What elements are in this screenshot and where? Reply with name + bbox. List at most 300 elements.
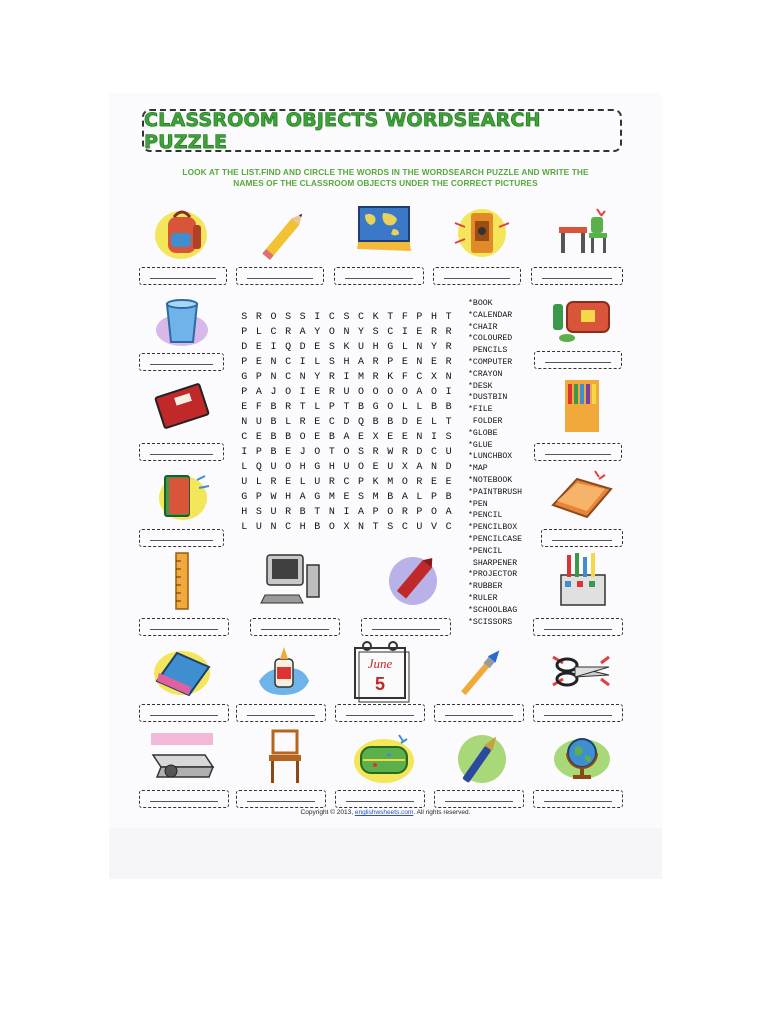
grid-letter[interactable]: E (314, 417, 321, 428)
grid-letter[interactable]: H (343, 357, 350, 368)
grid-letter[interactable]: S (372, 327, 379, 338)
grid-letter[interactable]: L (255, 477, 262, 488)
grid-letter[interactable]: N (328, 507, 335, 518)
grid-letter[interactable]: R (299, 417, 306, 428)
grid-letter[interactable]: E (372, 462, 379, 473)
grid-letter[interactable]: R (285, 327, 292, 338)
grid-letter[interactable]: R (401, 507, 408, 518)
grid-letter[interactable]: U (241, 477, 248, 488)
grid-letter[interactable]: B (270, 432, 277, 443)
grid-letter[interactable]: P (358, 477, 365, 488)
grid-letter[interactable]: S (285, 312, 292, 323)
grid-letter[interactable]: M (372, 492, 379, 503)
grid-letter[interactable]: A (358, 507, 365, 518)
grid-letter[interactable]: E (255, 357, 262, 368)
grid-letter[interactable]: Q (358, 417, 365, 428)
answer-box-pencil[interactable] (236, 267, 324, 285)
grid-letter[interactable]: G (387, 342, 394, 353)
grid-letter[interactable]: I (241, 447, 248, 458)
answer-box-crayon[interactable] (361, 618, 451, 636)
grid-row (237, 520, 456, 535)
grid-letter[interactable]: O (387, 507, 394, 518)
grid-letter[interactable]: T (445, 417, 452, 428)
grid-letter[interactable]: L (241, 462, 248, 473)
grid-letter[interactable]: R (328, 387, 335, 398)
grid-letter[interactable]: L (416, 402, 423, 413)
desk-chair-icon (547, 203, 617, 263)
instructions-line-2: NAMES OF THE CLASSROOM OBJECTS UNDER THE CORRECT PICTURES (233, 178, 538, 188)
grid-letter[interactable]: U (343, 462, 350, 473)
answer-box-scissors[interactable] (533, 704, 623, 722)
word-list-item: *COMPUTER (468, 357, 513, 367)
grid-letter[interactable]: U (445, 447, 452, 458)
grid-letter[interactable]: E (431, 477, 438, 488)
grid-letter[interactable]: P (431, 492, 438, 503)
pencil-sharpener-icon (447, 203, 517, 263)
grid-letter[interactable]: H (285, 492, 292, 503)
grid-row (237, 355, 456, 370)
grid-letter[interactable]: S (299, 312, 306, 323)
word-list-item: FOLDER (468, 416, 503, 426)
projector-icon (147, 727, 217, 787)
grid-letter[interactable]: R (328, 372, 335, 383)
grid-letter[interactable]: E (431, 357, 438, 368)
grid-letter[interactable]: P (387, 357, 394, 368)
grid-letter[interactable]: R (270, 477, 277, 488)
grid-letter[interactable]: Y (358, 327, 365, 338)
answer-box-notebook[interactable] (139, 443, 224, 461)
answer-box-pen[interactable] (434, 790, 524, 808)
grid-letter[interactable]: R (285, 402, 292, 413)
grid-letter[interactable]: E (343, 492, 350, 503)
grid-letter[interactable]: Y (431, 342, 438, 353)
pencil-case-icon (349, 727, 419, 787)
grid-letter[interactable]: O (431, 387, 438, 398)
grid-letter[interactable]: U (343, 387, 350, 398)
grid-letter[interactable]: S (255, 507, 262, 518)
word-list-item: *RUBBER (468, 582, 503, 592)
grid-letter[interactable]: Q (285, 342, 292, 353)
grid-letter[interactable]: A (445, 507, 452, 518)
grid-letter[interactable]: N (241, 417, 248, 428)
grid-letter[interactable]: B (299, 507, 306, 518)
word-list-item: *PENCIL (468, 511, 503, 521)
grid-letter[interactable]: B (445, 402, 452, 413)
answer-box-pencil-case[interactable] (335, 790, 425, 808)
grid-letter[interactable]: C (328, 417, 335, 428)
grid-letter[interactable]: C (328, 312, 335, 323)
grid-letter[interactable]: O (343, 447, 350, 458)
dustbin-icon (147, 290, 217, 350)
grid-letter[interactable]: N (416, 357, 423, 368)
grid-letter[interactable]: W (387, 447, 394, 458)
grid-letter[interactable]: U (314, 477, 321, 488)
answer-box-ruler[interactable] (139, 618, 229, 636)
grid-letter[interactable]: N (358, 522, 365, 533)
grid-letter[interactable]: N (299, 372, 306, 383)
book-icon (147, 466, 217, 526)
grid-letter[interactable]: F (401, 372, 408, 383)
grid-letter[interactable]: O (358, 387, 365, 398)
grid-letter[interactable]: D (241, 342, 248, 353)
grid-row (237, 460, 456, 475)
grid-letter[interactable]: O (328, 522, 335, 533)
grid-letter[interactable]: B (270, 447, 277, 458)
grid-letter[interactable]: J (299, 447, 306, 458)
grid-letter[interactable]: O (387, 387, 394, 398)
grid-row (237, 490, 456, 505)
grid-letter[interactable]: C (431, 447, 438, 458)
grid-letter[interactable]: R (445, 357, 452, 368)
word-list-item: *PENCILCASE (468, 534, 523, 544)
answer-box-globe[interactable] (533, 790, 623, 808)
grid-letter[interactable]: L (241, 522, 248, 533)
grid-letter[interactable]: S (387, 522, 394, 533)
pencil-box-icon (547, 551, 617, 611)
grid-letter[interactable]: T (387, 312, 394, 323)
grid-letter[interactable]: N (270, 357, 277, 368)
grid-letter[interactable]: X (431, 372, 438, 383)
grid-letter[interactable]: E (314, 432, 321, 443)
grid-letter[interactable]: K (343, 342, 350, 353)
grid-letter[interactable]: G (241, 372, 248, 383)
grid-letter[interactable]: C (270, 327, 277, 338)
grid-letter[interactable]: R (372, 357, 379, 368)
grid-letter[interactable]: P (241, 357, 248, 368)
grid-letter[interactable]: I (299, 357, 306, 368)
grid-letter[interactable]: A (416, 387, 423, 398)
grid-letter[interactable]: P (372, 507, 379, 518)
grid-letter[interactable]: B (270, 402, 277, 413)
answer-box-coloured-pencils[interactable] (534, 443, 622, 461)
copyright-link[interactable]: englishwsheets.com (354, 809, 414, 816)
grid-letter[interactable]: D (401, 417, 408, 428)
grid-letter[interactable]: M (358, 372, 365, 383)
grid-letter[interactable]: R (445, 342, 452, 353)
grid-letter[interactable]: T (299, 402, 306, 413)
grid-letter[interactable]: G (314, 492, 321, 503)
grid-letter[interactable]: U (255, 417, 262, 428)
grid-letter[interactable]: H (299, 522, 306, 533)
grid-letter[interactable]: P (328, 402, 335, 413)
grid-letter[interactable]: E (401, 357, 408, 368)
grid-letter[interactable]: E (416, 327, 423, 338)
grid-letter[interactable]: C (285, 522, 292, 533)
grid-letter[interactable]: C (416, 372, 423, 383)
grid-row (237, 445, 456, 460)
answer-box-dustbin[interactable] (139, 353, 224, 371)
word-list-item: *SCISSORS (468, 617, 513, 627)
grid-letter[interactable]: O (358, 462, 365, 473)
grid-letter[interactable]: T (314, 507, 321, 518)
grid-letter[interactable]: E (255, 342, 262, 353)
grid-letter[interactable]: C (241, 432, 248, 443)
grid-letter[interactable]: R (416, 477, 423, 488)
grid-letter[interactable]: B (372, 417, 379, 428)
grid-letter[interactable]: L (416, 492, 423, 503)
grid-letter[interactable]: K (372, 477, 379, 488)
worksheet-title: CLASSROOM OBJECTS WORDSEARCH PUZZLE (144, 108, 541, 153)
grid-letter[interactable]: T (372, 522, 379, 533)
grid-letter[interactable]: N (270, 522, 277, 533)
answer-box-paintbrush[interactable] (434, 704, 524, 722)
grid-letter[interactable]: U (270, 462, 277, 473)
grid-letter[interactable]: C (445, 522, 452, 533)
grid-letter[interactable]: E (401, 432, 408, 443)
computer-icon (255, 551, 325, 611)
grid-letter[interactable]: O (285, 462, 292, 473)
grid-letter[interactable]: R (372, 372, 379, 383)
grid-letter[interactable]: E (285, 477, 292, 488)
grid-letter[interactable]: E (416, 417, 423, 428)
answer-box-book[interactable] (139, 529, 224, 547)
grid-letter[interactable]: P (416, 312, 423, 323)
grid-letter[interactable]: W (270, 492, 277, 503)
word-list-item: *FILE (468, 405, 493, 415)
answer-box-pencil-box[interactable] (533, 618, 623, 636)
paintbrush-icon (447, 641, 517, 701)
grid-letter[interactable]: E (358, 432, 365, 443)
grid-letter[interactable]: L (314, 357, 321, 368)
grid-letter[interactable]: C (285, 357, 292, 368)
grid-letter[interactable]: B (387, 417, 394, 428)
grid-letter[interactable]: R (401, 447, 408, 458)
grid-letter[interactable]: A (255, 387, 262, 398)
grid-letter[interactable]: B (314, 522, 321, 533)
grid-letter[interactable]: B (445, 492, 452, 503)
grid-letter[interactable]: L (401, 402, 408, 413)
grid-letter[interactable]: P (255, 492, 262, 503)
word-list-item: *PAINTBRUSH (468, 487, 523, 497)
grid-letter[interactable]: O (314, 447, 321, 458)
grid-letter[interactable]: J (270, 387, 277, 398)
grid-letter[interactable]: X (343, 522, 350, 533)
grid-letter[interactable]: C (387, 327, 394, 338)
grid-row (237, 505, 456, 520)
grid-letter[interactable]: A (299, 327, 306, 338)
grid-letter[interactable]: C (401, 522, 408, 533)
grid-letter[interactable]: O (328, 327, 335, 338)
grid-letter[interactable]: C (358, 312, 365, 323)
grid-letter[interactable]: E (445, 477, 452, 488)
grid-letter[interactable]: I (343, 507, 350, 518)
answer-box-rubber[interactable] (139, 704, 229, 722)
answer-box-calendar[interactable] (335, 704, 425, 722)
grid-letter[interactable]: U (270, 507, 277, 518)
rubber-icon (147, 641, 217, 701)
grid-letter[interactable]: R (445, 327, 452, 338)
grid-letter[interactable]: L (255, 327, 262, 338)
grid-letter[interactable]: U (255, 522, 262, 533)
grid-letter[interactable]: M (328, 492, 335, 503)
grid-letter[interactable]: C (285, 372, 292, 383)
grid-letter[interactable]: E (314, 342, 321, 353)
worksheet-page (109, 93, 662, 879)
grid-letter[interactable]: P (241, 327, 248, 338)
grid-letter[interactable]: O (372, 387, 379, 398)
grid-letter[interactable]: O (401, 477, 408, 488)
grid-letter[interactable]: C (343, 477, 350, 488)
grid-row (237, 325, 456, 340)
grid-letter[interactable]: F (401, 312, 408, 323)
grid-letter[interactable]: U (358, 342, 365, 353)
grid-letter[interactable]: O (285, 387, 292, 398)
grid-letter[interactable]: B (431, 402, 438, 413)
grid-letter[interactable]: M (387, 477, 394, 488)
word-list-item: *MAP (468, 464, 488, 474)
grid-letter[interactable]: I (299, 387, 306, 398)
instructions (139, 167, 632, 189)
grid-letter[interactable]: O (431, 507, 438, 518)
grid-letter[interactable]: A (299, 492, 306, 503)
word-list-item: *LUNCHBOX (468, 452, 513, 462)
grid-letter[interactable]: N (270, 372, 277, 383)
grid-letter[interactable]: N (416, 432, 423, 443)
answer-box-lunchbox[interactable] (534, 351, 622, 369)
grid-letter[interactable]: N (431, 462, 438, 473)
grid-letter[interactable]: A (343, 432, 350, 443)
grid-letter[interactable]: A (401, 492, 408, 503)
grid-letter[interactable]: G (372, 402, 379, 413)
grid-letter[interactable]: N (445, 372, 452, 383)
grid-letter[interactable]: A (358, 357, 365, 368)
grid-letter[interactable]: S (358, 447, 365, 458)
word-list-item: *PEN (468, 499, 488, 509)
grid-letter[interactable]: X (372, 432, 379, 443)
answer-box-sharpener[interactable] (433, 267, 521, 285)
grid-letter[interactable]: A (416, 462, 423, 473)
grid-letter[interactable]: P (416, 507, 423, 518)
grid-letter[interactable]: E (387, 432, 394, 443)
grid-letter[interactable]: B (285, 432, 292, 443)
grid-letter[interactable]: S (241, 312, 248, 323)
grid-letter[interactable]: E (255, 432, 262, 443)
grid-letter[interactable]: T (328, 447, 335, 458)
grid-letter[interactable]: H (431, 312, 438, 323)
grid-letter[interactable]: O (387, 402, 394, 413)
grid-letter[interactable]: B (328, 432, 335, 443)
grid-letter[interactable]: Y (314, 327, 321, 338)
grid-letter[interactable]: L (401, 342, 408, 353)
glue-icon (249, 641, 319, 701)
grid-letter[interactable]: L (314, 402, 321, 413)
chair-icon (249, 727, 319, 787)
grid-row (237, 475, 456, 490)
grid-row (237, 400, 456, 415)
grid-row (237, 310, 456, 325)
grid-letter[interactable]: V (431, 522, 438, 533)
pen-icon (447, 727, 517, 787)
grid-letter[interactable]: F (255, 402, 262, 413)
grid-letter[interactable]: O (299, 432, 306, 443)
grid-letter[interactable]: S (328, 342, 335, 353)
grid-letter[interactable]: E (285, 447, 292, 458)
grid-letter[interactable]: X (401, 462, 408, 473)
grid-letter[interactable]: Y (314, 372, 321, 383)
word-list-item: *GLUE (468, 440, 493, 450)
answer-box-chair[interactable] (236, 790, 326, 808)
answer-box-schoolbag[interactable] (139, 267, 227, 285)
instructions-line-1: LOOK AT THE LIST.FIND AND CIRCLE THE WORDS IN THE WORDSEARCH PUZZLE AND WRITE THE (182, 167, 589, 177)
scissors-icon (547, 641, 617, 701)
grid-letter[interactable]: I (270, 342, 277, 353)
word-list-item: *PENCILBOX (468, 523, 518, 533)
grid-letter[interactable]: R (431, 327, 438, 338)
scan-speck (421, 845, 423, 850)
wordsearch-grid (237, 310, 456, 535)
grid-letter[interactable]: O (401, 387, 408, 398)
answer-box-desk[interactable] (531, 267, 623, 285)
grid-letter[interactable]: R (255, 312, 262, 323)
word-list-item: *PROJECTOR (468, 570, 518, 580)
grid-letter[interactable]: L (299, 477, 306, 488)
answer-box-projector[interactable] (139, 790, 229, 808)
grid-letter[interactable]: K (372, 312, 379, 323)
grid-letter[interactable]: D (416, 447, 423, 458)
grid-letter[interactable]: P (255, 372, 262, 383)
grid-letter[interactable]: E (314, 387, 321, 398)
grid-letter[interactable]: P (241, 387, 248, 398)
answer-box-map[interactable] (334, 267, 424, 285)
ruler-icon (147, 551, 217, 611)
grid-row (237, 340, 456, 355)
grid-letter[interactable]: B (387, 492, 394, 503)
calendar-icon (349, 638, 415, 704)
answer-box-computer[interactable] (250, 618, 340, 636)
grid-letter[interactable]: D (299, 342, 306, 353)
grid-letter[interactable]: L (285, 417, 292, 428)
grid-letter[interactable]: H (241, 507, 248, 518)
grid-letter[interactable]: G (241, 492, 248, 503)
grid-letter[interactable]: R (285, 507, 292, 518)
grid-letter[interactable]: I (431, 432, 438, 443)
grid-letter[interactable]: T (445, 312, 452, 323)
grid-letter[interactable]: N (343, 327, 350, 338)
grid-letter[interactable]: R (328, 477, 335, 488)
grid-letter[interactable]: S (358, 492, 365, 503)
grid-letter[interactable]: Q (255, 462, 262, 473)
grid-letter[interactable]: I (401, 327, 408, 338)
grid-letter[interactable]: I (314, 312, 321, 323)
grid-letter[interactable]: O (270, 312, 277, 323)
grid-letter[interactable]: N (416, 342, 423, 353)
grid-letter[interactable]: U (387, 462, 394, 473)
grid-letter[interactable]: I (445, 387, 452, 398)
grid-letter[interactable]: U (416, 522, 423, 533)
grid-letter[interactable]: H (299, 462, 306, 473)
grid-letter[interactable]: S (445, 432, 452, 443)
answer-box-glue[interactable] (236, 704, 326, 722)
grid-letter[interactable]: T (343, 402, 350, 413)
grid-letter[interactable]: P (255, 447, 262, 458)
grid-letter[interactable]: K (387, 372, 394, 383)
answer-box-file-folder[interactable] (541, 529, 623, 547)
grid-letter[interactable]: R (372, 447, 379, 458)
grid-letter[interactable]: D (445, 462, 452, 473)
grid-letter[interactable]: E (241, 402, 248, 413)
grid-letter[interactable]: L (431, 417, 438, 428)
grid-letter[interactable]: G (314, 462, 321, 473)
grid-letter[interactable]: H (328, 462, 335, 473)
grid-letter[interactable]: B (270, 417, 277, 428)
grid-letter[interactable]: I (343, 372, 350, 383)
schoolbag-icon (146, 203, 216, 263)
grid-letter[interactable]: H (372, 342, 379, 353)
grid-letter[interactable]: D (343, 417, 350, 428)
grid-letter[interactable]: S (343, 312, 350, 323)
grid-letter[interactable]: B (358, 402, 365, 413)
grid-letter[interactable]: S (328, 357, 335, 368)
